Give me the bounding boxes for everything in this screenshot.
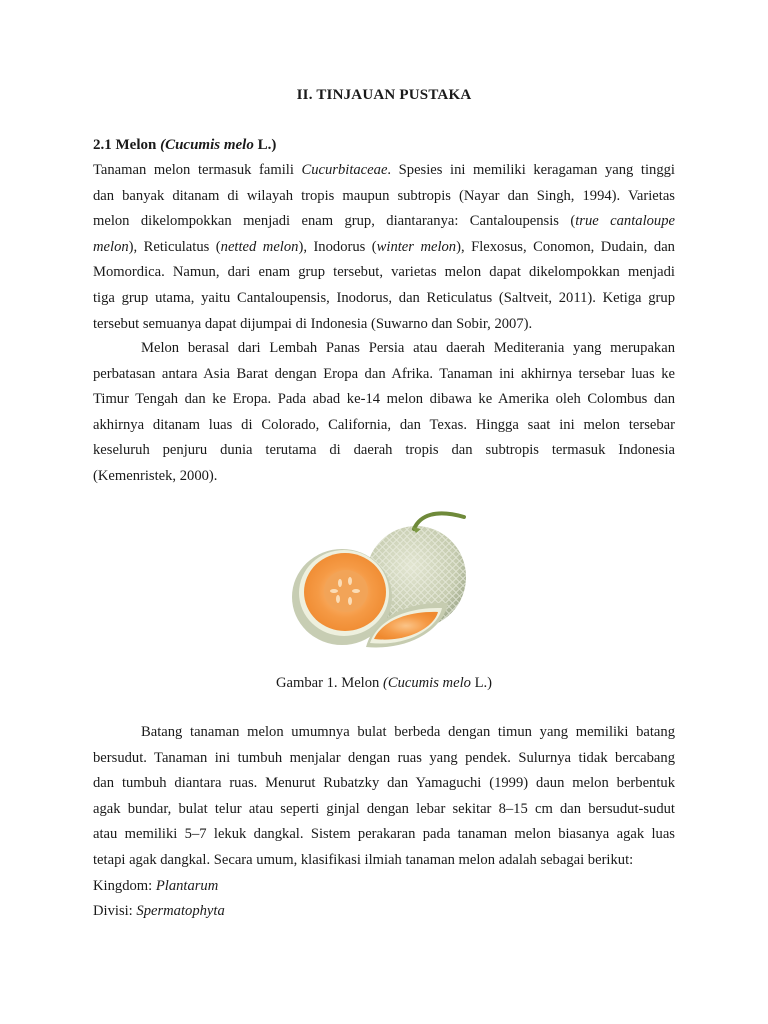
- paragraph-line: Timur Tengah dan ke Eropa. Pada abad ke-14 melon dibawa ke Amerika oleh Colombus dan: [93, 391, 675, 408]
- caption-scientific-name: (Cucumis melo: [382, 675, 471, 691]
- text-run: ), Inodorus (: [298, 238, 377, 255]
- paragraph-line: akhirnya ditanam luas di Colorado, California, dan Texas. Hingga saat ini melon tersebar: [93, 416, 675, 433]
- classification-divisi: [93, 899, 675, 925]
- figure-caption: [0, 675, 768, 692]
- text-run: Tanaman melon termasuk famili: [93, 162, 302, 178]
- section-heading: [93, 137, 276, 154]
- paragraph-line: Batang tanaman melon umumnya bulat berbeda dengan timun yang memiliki batang: [141, 724, 675, 740]
- italic-text-run: true cantaloupe: [575, 213, 675, 230]
- paragraph-line: tersebut semuanya dapat dijumpai di Indonesia (Suwarno dan Sobir, 2007).: [93, 315, 533, 332]
- paragraph-line: [93, 209, 675, 235]
- divisi-value: Spermatophyta: [136, 903, 225, 920]
- paragraph-2: [93, 336, 675, 490]
- section-heading-number: 2.1 Melon: [93, 137, 161, 153]
- cantaloupe-melon-icon: [288, 505, 482, 655]
- text-run: ), Reticulatus (: [128, 238, 221, 255]
- kingdom-label: Kingdom:: [93, 877, 156, 894]
- kingdom-value: Plantarum: [155, 877, 219, 894]
- paragraph-line: Melon berasal dari Lembah Panas Persia atau daerah Mediterania yang merupakan: [141, 340, 675, 356]
- text-run: melon dikelompokkan menjadi enam grup, diantaranya: Cantaloupensis (: [93, 213, 576, 230]
- paragraph-line: dan banyak ditanam di wilayah tropis maupun subtropis (Nayar dan Singh, 1994). Varietas: [93, 187, 675, 204]
- paragraph-line: Momordica. Namun, dari enam grup tersebut, varietas melon dapat dikelompokkan menjadi: [93, 264, 675, 281]
- paragraph-1: [93, 158, 675, 337]
- paragraph-line: [93, 235, 675, 261]
- italic-text-run: winter melon: [376, 238, 457, 255]
- chapter-title: II. TINJAUAN PUSTAKA: [296, 87, 472, 103]
- section-heading-scientific-name: (Cucumis melo: [160, 137, 254, 153]
- paragraph-line: (Kemenristek, 2000).: [93, 467, 218, 484]
- paragraph-line: keseluruh penjuru dunia terutama di daerah tropis dan subtropis termasuk Indonesia: [93, 442, 675, 459]
- italic-text-run: melon: [93, 238, 129, 255]
- section-heading-suffix: L.): [253, 137, 277, 153]
- paragraph-line: agak bundar, bulat telur atau seperti ginjal dengan lebar sekitar 8–15 cm dan bersudut-sudut: [93, 800, 675, 817]
- caption-suffix: L.): [470, 675, 493, 691]
- paragraph-line: perbatasan antara Asia Barat dengan Eropa dan Afrika. Tanaman ini akhirnya tersebar luas ke: [93, 365, 675, 382]
- text-run: ), Flexosus, Conomon, Dudain, dan: [456, 238, 675, 255]
- paragraph-line: atau memiliki 5–7 lekuk dangkal. Sistem perakaran pada tanaman melon biasanya agak luas: [93, 826, 675, 843]
- paragraph-line: bersudut. Tanaman ini tumbuh menjalar dengan ruas yang pendek. Sulurnya tidak bercabang: [93, 749, 675, 766]
- paragraph-line: tiga grup utama, yaitu Cantaloupensis, Inodorus, dan Reticulatus (Saltveit, 2011). Ketiga grup: [93, 289, 675, 306]
- classification-kingdom: [93, 874, 675, 900]
- melon-figure: [288, 505, 482, 655]
- divisi-label: Divisi:: [93, 903, 137, 920]
- paragraph-line: tetapi agak dangkal. Secara umum, klasifikasi ilmiah tanaman melon adalah sebagai berikut:: [93, 851, 634, 868]
- paragraph-line: [93, 158, 675, 184]
- text-run: . Spesies ini memiliki keragaman yang tinggi: [387, 162, 675, 178]
- paragraph-line: dan tumbuh diantara ruas. Menurut Rubatzky dan Yamaguchi (1999) daun melon berbentuk: [93, 775, 675, 792]
- caption-text: Gambar 1. Melon: [275, 675, 383, 691]
- paragraph-3: [93, 720, 675, 925]
- italic-text-run: Cucurbitaceae: [301, 162, 388, 178]
- italic-text-run: netted melon: [220, 238, 299, 255]
